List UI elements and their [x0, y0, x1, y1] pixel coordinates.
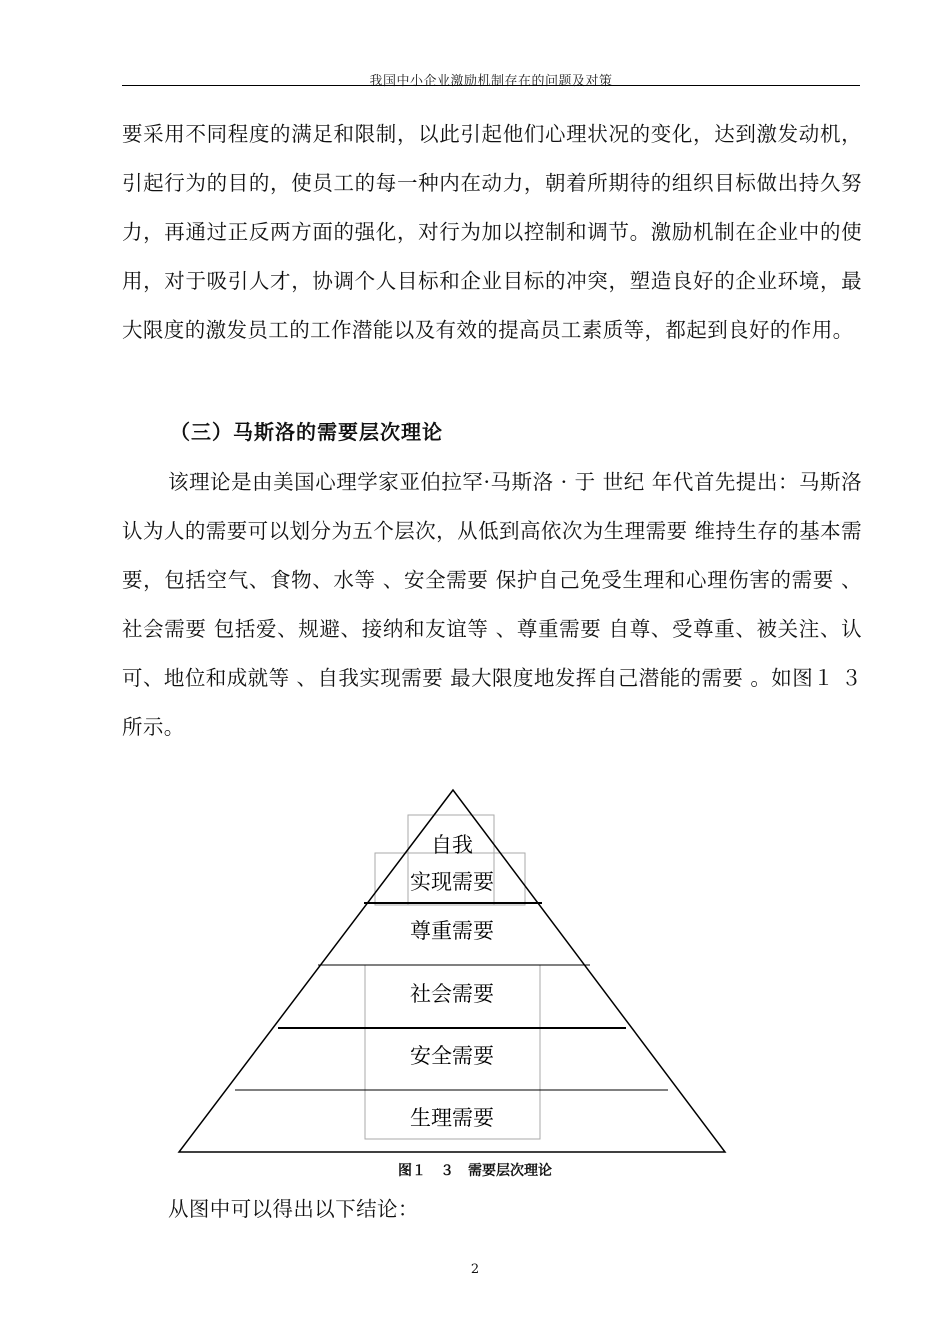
- figure-caption: 图１ ３ 需要层次理论: [398, 1163, 552, 1179]
- page-number: 2: [470, 1262, 480, 1277]
- header-rule: [122, 85, 860, 86]
- level-label-social: 社会需要: [410, 982, 494, 1006]
- level-label-self-actualization-2: 实现需要: [410, 870, 494, 894]
- section-heading: （三）马斯洛的需要层次理论: [170, 420, 443, 444]
- level-label-esteem: 尊重需要: [410, 919, 494, 943]
- body-paragraph-3: 从图中可以得出以下结论：: [168, 1197, 419, 1221]
- level-label-safety: 安全需要: [410, 1044, 494, 1068]
- pyramid-diagram: [170, 780, 740, 1160]
- body-paragraph-2: 该理论是由美国心理学家亚伯拉罕·马斯洛 · 于 世纪 年代首先提出：马斯洛认为人的需要可以划分为五个层次，从低到高依次为生理需要 维持生存的基本需要，包括空气、食物、水等 、安全需要 保护自己免受生理和心理伤害的需要 、社会需要 包括爱、规避、接纳和友谊等 、尊重需要 自尊、受尊重、被关注、认可、地位和成就等 、自我实现需要 最大限度地发挥自己潜能的需要 。如图１ ３所示。: [122, 470, 862, 739]
- running-header: 我国中小企业激励机制存在的问题及对策: [369, 74, 613, 89]
- body-paragraph-1: 要采用不同程度的满足和限制，以此引起他们心理状况的变化，达到激发动机，引起行为的目的，使员工的每一种内在动力，朝着所期待的组织目标做出持久努力，再通过正反两方面的强化，对行为加以控制和调节。激励机制在企业中的使用，对于吸引人才，协调个人目标和企业目标的冲突，塑造良好的企业环境，最大限度的激发员工的工作潜能以及有效的提高员工素质等，都起到良好的作用。: [122, 122, 862, 342]
- level-label-physiological: 生理需要: [410, 1106, 494, 1130]
- level-label-self-actualization-1: 自我: [431, 833, 473, 857]
- maslow-pyramid-figure: [170, 780, 740, 1160]
